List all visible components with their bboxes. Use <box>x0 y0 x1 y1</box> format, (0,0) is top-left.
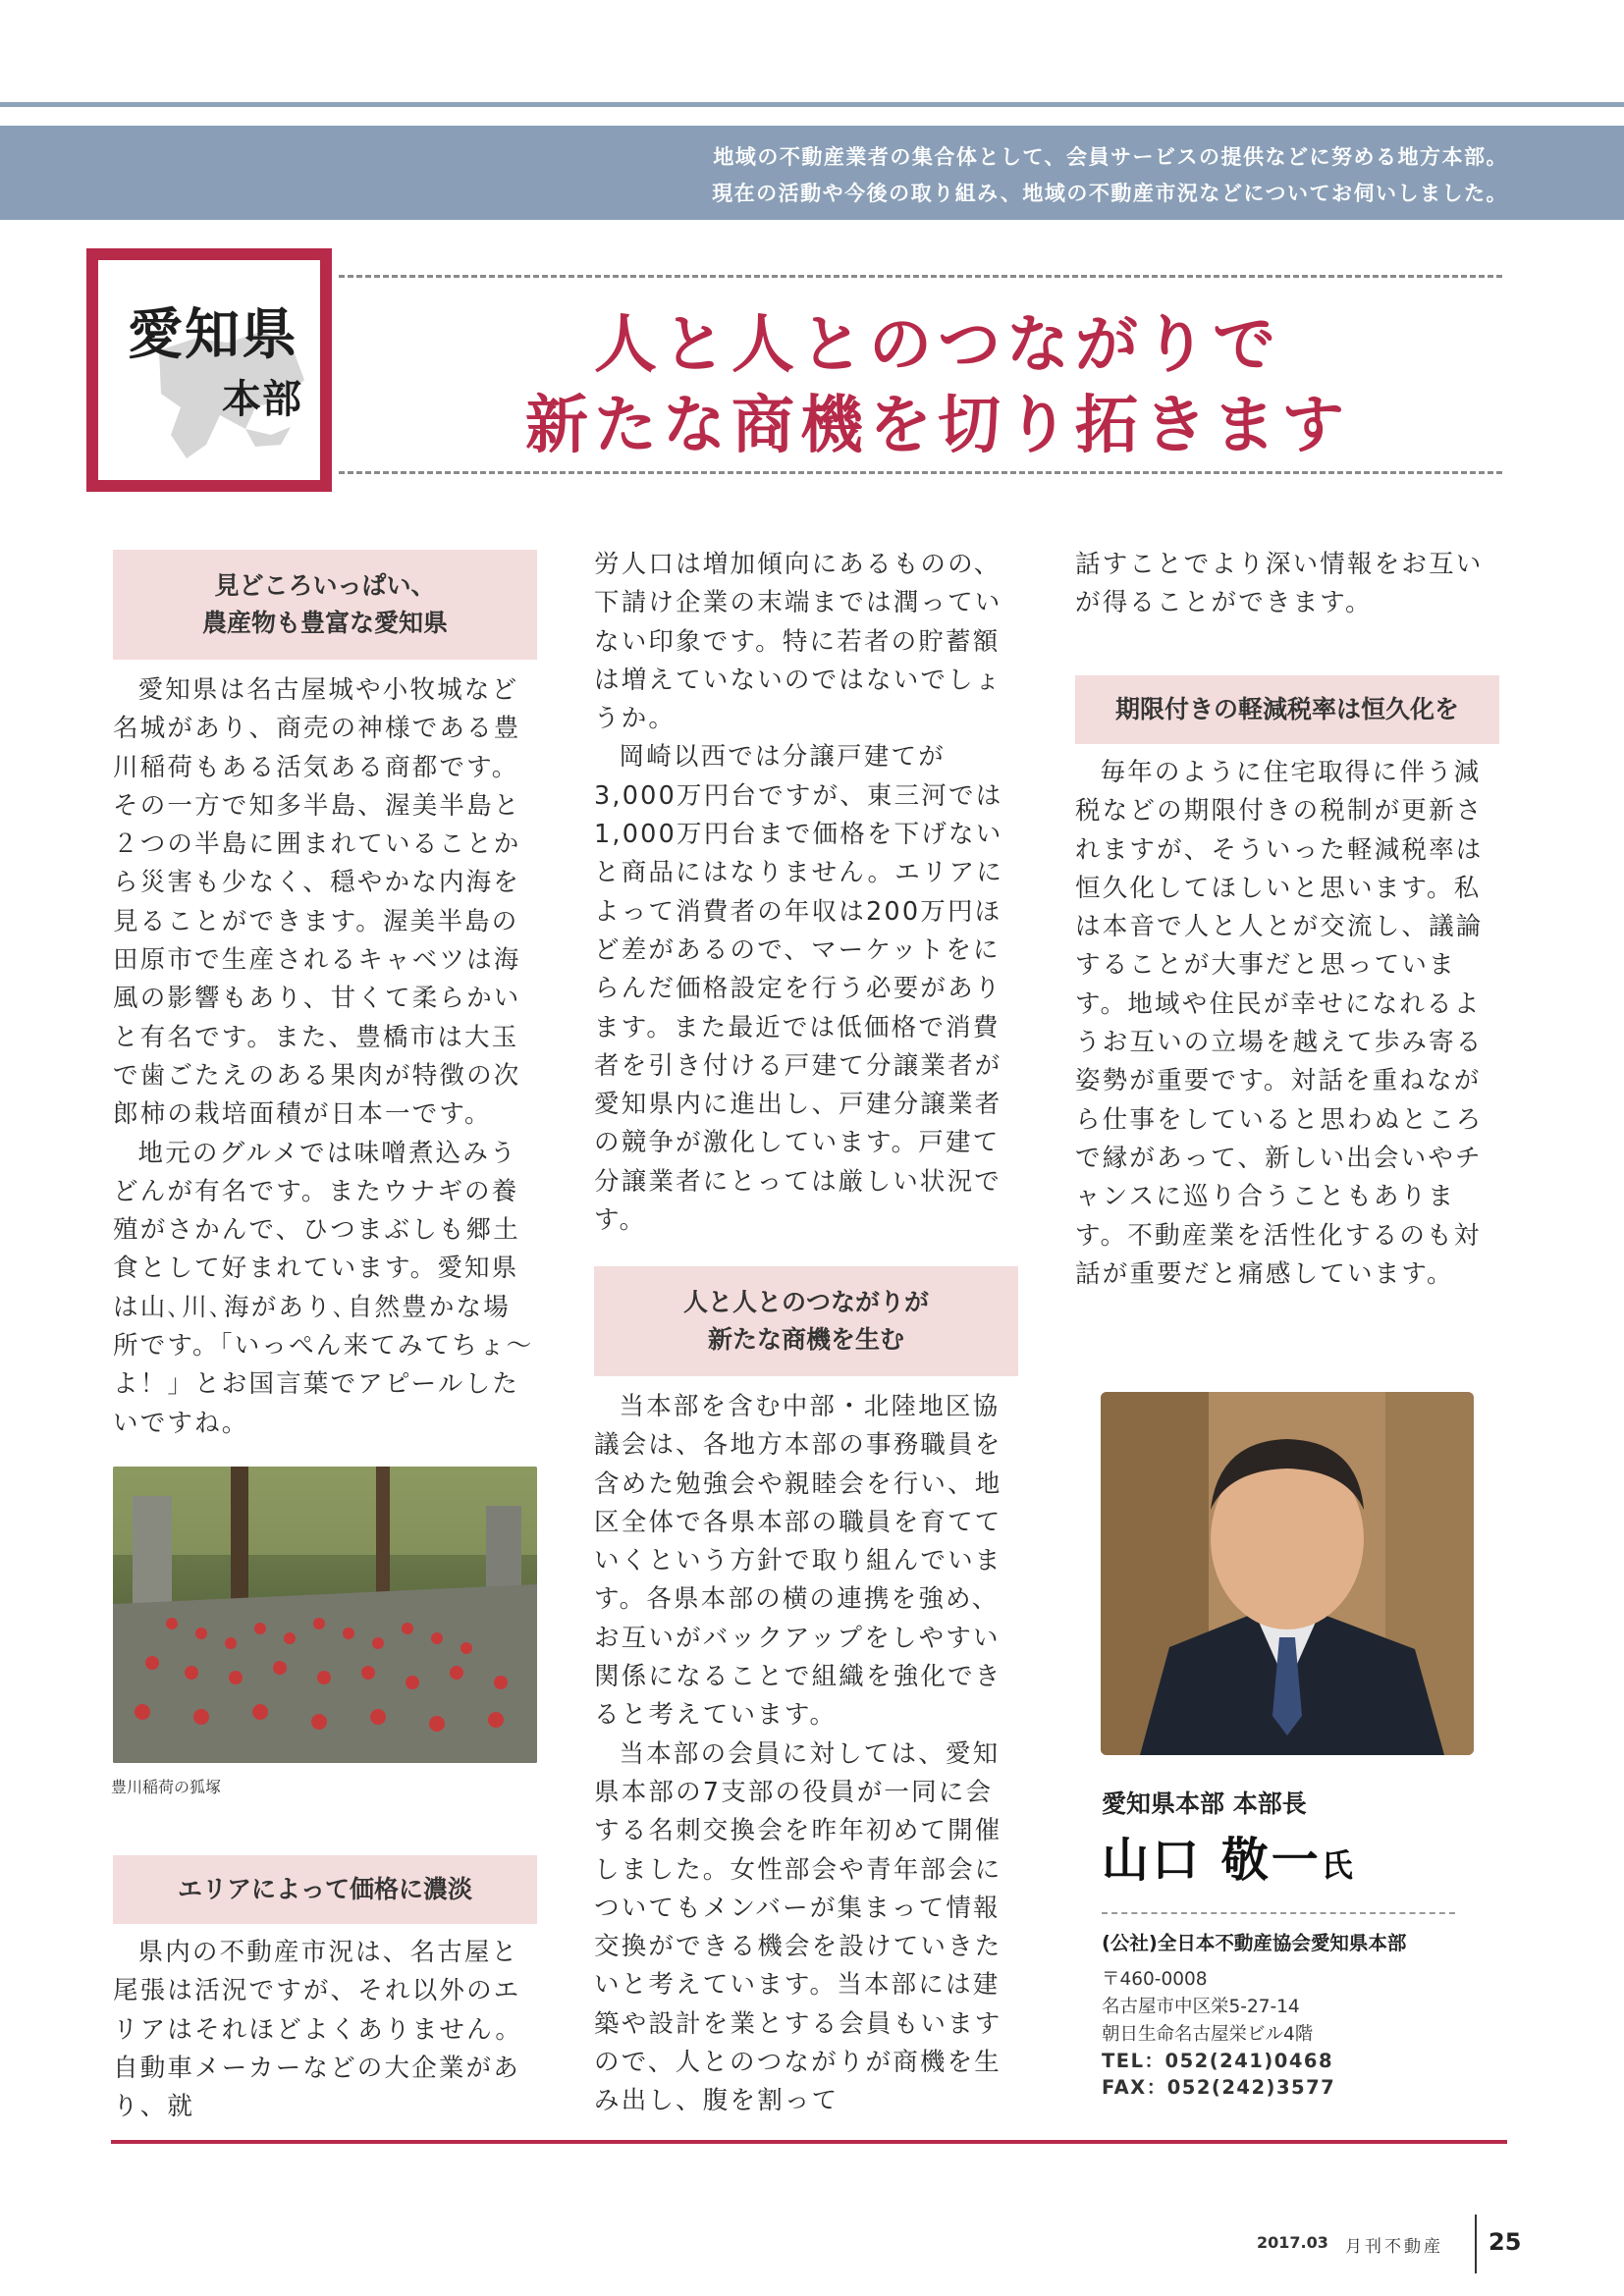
footer-divider <box>1475 2215 1477 2273</box>
profile-role: 愛知県本部 本部長 <box>1102 1789 1307 1818</box>
issue-date: 2017.03 <box>1257 2233 1328 2252</box>
prefecture-sub: 本部 <box>222 377 302 422</box>
article-column-2-bottom <box>594 1388 1018 2121</box>
headline-divider-top <box>339 275 1502 278</box>
section-heading-connections <box>594 1266 1018 1376</box>
organization-name: (公社)全日本不動産協会愛知県本部 <box>1102 1932 1407 1954</box>
profile-divider <box>1102 1912 1455 1914</box>
article-column-2 <box>594 546 1018 1240</box>
section-heading-line: 見どころいっぱい、 <box>214 571 436 600</box>
intro-banner <box>0 126 1624 220</box>
address-line-2: 朝日生命名古屋栄ビル4階 <box>1102 2024 1314 2045</box>
section-heading-line: 農産物も豊富な愛知県 <box>201 609 448 637</box>
portrait-photo <box>1101 1392 1474 1755</box>
profile-name <box>1102 1822 1353 1890</box>
telephone: TEL：052(241)0468 <box>1102 2050 1334 2072</box>
fox-mound-photo <box>113 1467 537 1763</box>
article-column-1-bottom <box>113 1934 537 2126</box>
prefecture-name: 愛知県 <box>128 303 298 367</box>
paragraph: 労人口は増加傾向にあるものの、下請け企業の末端までは潤っていない印象です。特に若者の貯蓄額は増えていないのではないでしょうか。 <box>594 550 1002 734</box>
headline-line-1: 人と人とのつながりで <box>594 308 1281 382</box>
paragraph: 当本部を含む中部・北陸地区協議会は、各地方本部の事務職員を含めた勉強会や親睦会を行い、地区全体で各県本部の職員を育てていくという方針で取り組んでいます。各県本部の横の連携を強め、お互いがバックアップをしやすい関係になることで組織を強化できると考えています。 <box>594 1392 1002 1731</box>
section-heading-price: エリアによって価格に濃淡 <box>113 1855 537 1924</box>
magazine-title: 月刊不動産 <box>1345 2237 1443 2257</box>
headline-line-2: 新たな商機を切り拓きます <box>525 389 1350 462</box>
paragraph: 愛知県は名古屋城や小牧城など名城があり、商売の神様である豊川稲荷もある活気ある商都です。その一方で知多半島、渥美半島と２つの半島に囲まれていることから災害も少なく、穏やかな内海を見ることができます。渥美半島の田原市で生産されるキャベツは海風の影響もあり、甘くて柔らかいと有名です。また、豊橋市は大玉で歯ごたえのある果肉が特徴の次郎柿の栽培面積が日本一です。 <box>113 675 521 1130</box>
footer-rule <box>111 2140 1507 2144</box>
section-heading-sightseeing <box>113 550 537 660</box>
photo-caption: 豊川稲荷の狐塚 <box>111 1778 222 1796</box>
section-heading-tax: 期限付きの軽減税率は恒久化を <box>1075 675 1499 744</box>
paragraph: 地元のグルメでは味噌煮込みうどんが有名です。またウナギの養殖がさかんで、ひつまぶしも郷土食として好まれています。愛知県は山､川､海があり､自然豊かな場所です。「いっぺん来てみてちょ～よ！」とお国言葉でアピールしたいですね。 <box>113 1138 534 1438</box>
honorific: 氏 <box>1321 1846 1353 1884</box>
article-column-3 <box>1075 546 1499 623</box>
article-column-3-bottom <box>1075 754 1499 1294</box>
top-rule <box>0 102 1624 107</box>
headline-divider-bottom <box>339 471 1502 474</box>
paragraph: 県内の不動産市況は、名古屋と尾張は活況ですが、それ以外のエリアはそれほどよくありません。自動車メーカーなどの大企業があり、就 <box>113 1938 523 2122</box>
postal-code: 〒460-0008 <box>1102 1969 1208 1990</box>
paragraph: 当本部の会員に対しては、愛知県本部の7支部の役員が一同に会する名刺交換会を昨年初めて開催しました。女性部会や青年部会についてもメンバーが集まって情報交換ができる機会を設けていきたいと考えています。当本部には建築や設計を業とする会員もいますので、人とのつながりが商機を生み出し、腹を割って <box>594 1738 1002 2116</box>
page-number: 25 <box>1489 2228 1522 2256</box>
person-name: 山口 敬一 <box>1102 1833 1322 1888</box>
paragraph: 岡崎以西では分譲戸建てが3,000万円台ですが、東三河では1,000万円台まで価格を下げないと商品にはなりません。エリアによって消費者の年収は200万円ほど差があるので、マーケットをにらんだ価格設定を行う必要があります。また最近では低価格で消費者を引き付ける戸建て分譲業者が愛知県内に進出し、戸建分譲業者の競争が激化しています。戸建て分譲業者にとっては厳しい状況です。 <box>594 742 1004 1236</box>
paragraph: 毎年のように住宅取得に伴う減税などの期限付きの税制が更新されますが、そういった軽減税率は恒久化してほしいと思います。私は本音で人と人とが交流し、議論することが大事だと思っています。地域や住民が幸せになれるようお互いの立場を越えて歩み寄る姿勢が重要です。対話を重ねながら仕事をしていると思わぬところで縁があって、新しい出会いやチャンスに巡り合うこともあります。不動産業を活性化するのも対話が重要だと痛感しています。 <box>1075 758 1484 1289</box>
section-heading-line: 新たな商機を生む <box>707 1325 904 1354</box>
section-heading-line: 人と人とのつながりが <box>682 1288 929 1316</box>
address-line-1: 名古屋市中区栄5-27-14 <box>1102 1997 1300 2017</box>
banner-line-1: 地域の不動産業者の集合体として、会員サービスの提供などに努める地方本部。 <box>713 145 1508 169</box>
fax: FAX：052(242)3577 <box>1102 2076 1336 2099</box>
paragraph: 話すことでより深い情報をお互いが得ることができます。 <box>1075 550 1484 618</box>
article-column-1 <box>113 671 537 1443</box>
prefecture-badge <box>86 248 332 492</box>
banner-line-2: 現在の活動や今後の取り組み、地域の不動産市況などについてお伺いしました。 <box>712 182 1508 205</box>
